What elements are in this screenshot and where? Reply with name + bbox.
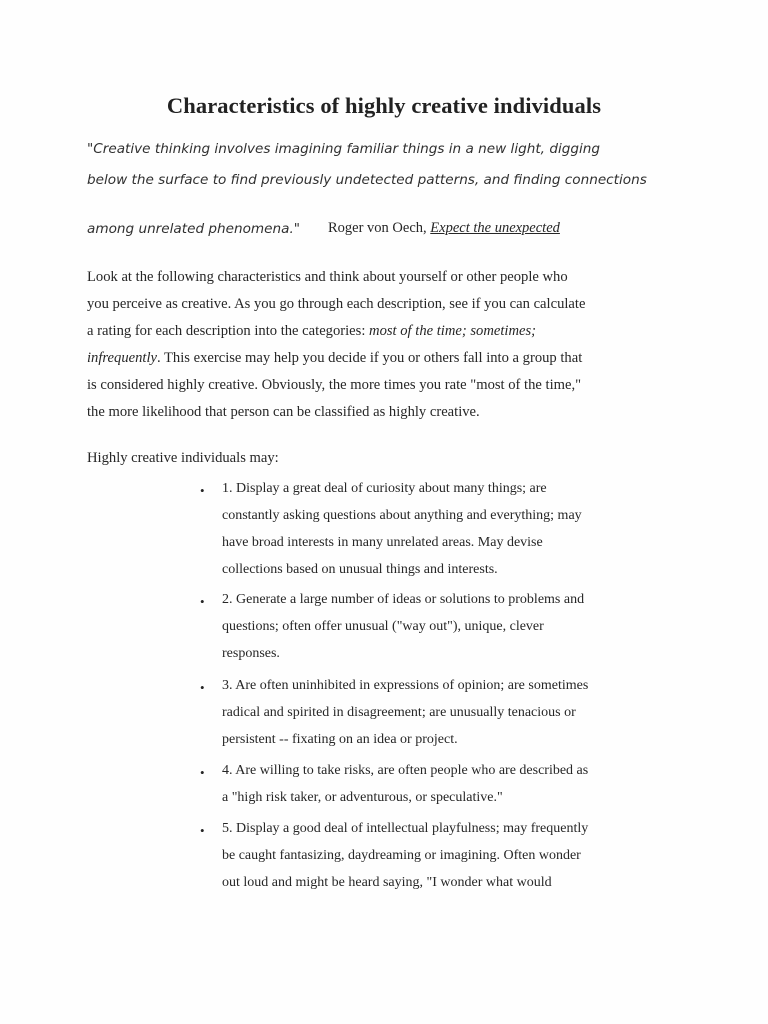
intro-line-2: you perceive as creative. As you go through each description, see if you can calculate bbox=[87, 296, 586, 312]
item-1-line-3: have broad interests in many unrelated areas. May devise bbox=[222, 535, 543, 550]
intro-line-6: the more likelihood that person can be classified as highly creative. bbox=[87, 404, 480, 420]
bullet-5: • bbox=[200, 823, 205, 838]
quote-line-2: below the surface to find previously undetected patterns, and finding connections bbox=[87, 172, 647, 188]
intro-line-3-categories: most of the time; sometimes; bbox=[369, 323, 537, 339]
list-heading: Highly creative individuals may: bbox=[87, 450, 279, 466]
item-2-line-2: questions; often offer unusual ("way out"), unique, clever bbox=[222, 619, 544, 634]
item-4-line-2: a "high risk taker, or adventurous, or speculative." bbox=[222, 790, 503, 805]
item-1-line-4: collections based on unusual things and interests. bbox=[222, 562, 498, 577]
item-3-line-1: 3. Are often uninhibited in expressions of opinion; are sometimes bbox=[222, 678, 589, 693]
quote-line-3: among unrelated phenomena." bbox=[87, 221, 301, 237]
quote-author: Roger von Oech, bbox=[328, 220, 431, 236]
intro-line-3-text: a rating for each description into the categories: bbox=[87, 323, 370, 339]
intro-line-4-category: infrequently bbox=[87, 350, 157, 366]
item-3-line-2: radical and spirited in disagreement; are unusually tenacious or bbox=[222, 705, 576, 720]
bullet-4: • bbox=[200, 765, 205, 780]
bullet-1: • bbox=[200, 483, 205, 498]
item-3-line-3: persistent -- fixating on an idea or project. bbox=[222, 732, 458, 747]
document-title: Characteristics of highly creative individuals bbox=[166, 93, 602, 118]
item-2-line-1: 2. Generate a large number of ideas or solutions to problems and bbox=[222, 592, 585, 607]
quote-line-1: "Creative thinking involves imagining familiar things in a new light, digging bbox=[87, 141, 601, 157]
item-1-line-2: constantly asking questions about anything and everything; may bbox=[222, 508, 582, 523]
item-1-line-1: 1. Display a great deal of curiosity about many things; are bbox=[222, 481, 547, 496]
intro-line-3 bbox=[87, 323, 536, 340]
quote-book-title: Expect the unexpected bbox=[430, 220, 560, 236]
bullet-3: • bbox=[200, 680, 205, 695]
item-5-line-1: 5. Display a good deal of intellectual playfulness; may frequently bbox=[222, 821, 589, 836]
item-4-line-1: 4. Are willing to take risks, are often people who are described as bbox=[222, 763, 589, 778]
item-5-line-3: out loud and might be heard saying, "I wonder what would bbox=[222, 875, 552, 890]
intro-line-4-text: . This exercise may help you decide if you or others fall into a group that bbox=[156, 350, 583, 366]
intro-line-5: is considered highly creative. Obviously, the more times you rate "most of the time," bbox=[87, 377, 582, 393]
item-5-line-2: be caught fantasizing, daydreaming or imagining. Often wonder bbox=[222, 848, 581, 863]
quote-attribution bbox=[328, 220, 560, 237]
intro-line-1: Look at the following characteristics and think about yourself or other people who bbox=[87, 269, 568, 285]
item-2-line-3: responses. bbox=[222, 646, 280, 661]
intro-line-4 bbox=[87, 350, 582, 367]
bullet-2: • bbox=[200, 594, 205, 609]
